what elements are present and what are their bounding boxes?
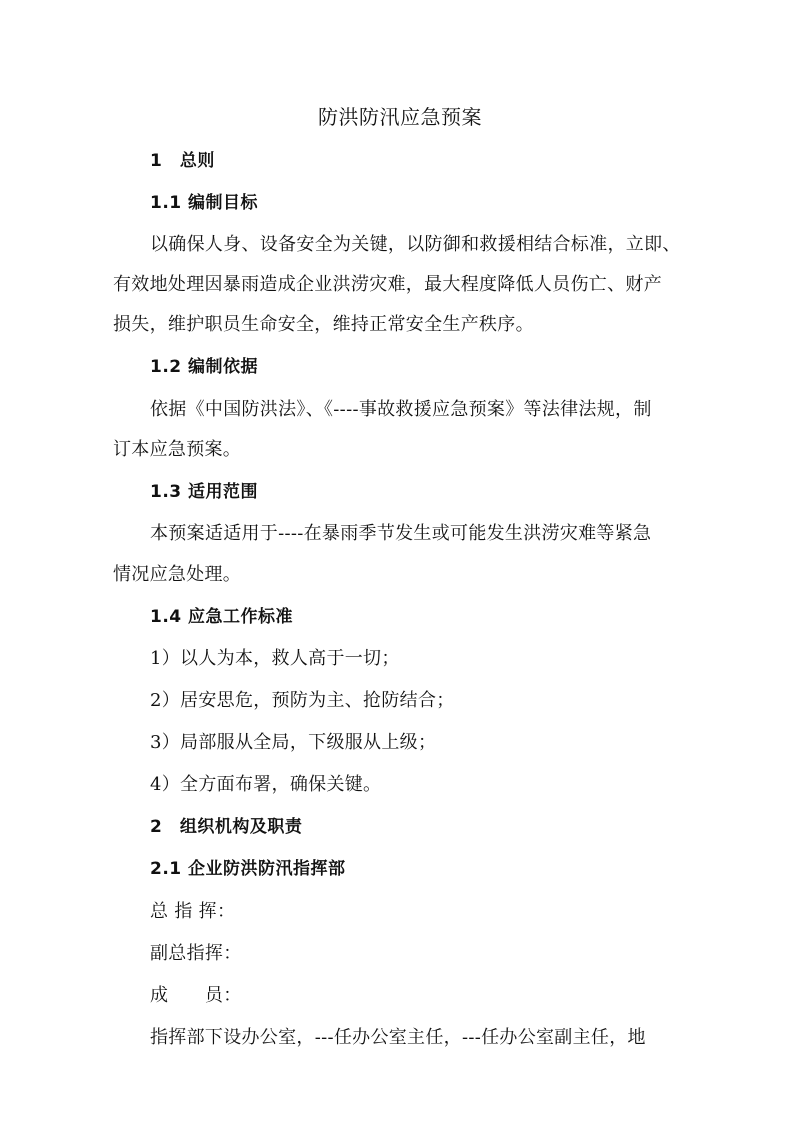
section-heading-2: 2 组织机构及职责 xyxy=(150,817,303,837)
paragraph-line: 本预案适适用于----在暴雨季节发生或可能发生洪涝灾难等紧急 xyxy=(150,523,652,544)
field-label-deputy-commander: 副总指挥： xyxy=(150,943,242,964)
list-item: 4）全方面布署，确保关键。 xyxy=(150,774,382,795)
document-title: 防洪防汛应急预案 xyxy=(318,105,482,129)
list-item: 3）局部服从全局，下级服从上级； xyxy=(150,732,437,753)
paragraph-line: 有效地处理因暴雨造成企业洪涝灾难，最大程度降低人员伤亡、财产 xyxy=(113,274,662,295)
paragraph-line: 情况应急处理。 xyxy=(113,564,242,585)
list-item: 2）居安思危，预防为主、抢防结合； xyxy=(150,690,455,711)
paragraph-line: 以确保人身、设备安全为关键，以防御和救援相结合标准，立即、 xyxy=(150,234,681,255)
paragraph-line: 指挥部下设办公室，---任办公室主任，---任办公室副主任，地 xyxy=(150,1027,646,1048)
paragraph-line: 订本应急预案。 xyxy=(113,439,242,460)
paragraph-line: 依据《中国防洪法》、《----事故救援应急预案》等法律法规，制 xyxy=(150,399,652,420)
field-label-members: 成 员： xyxy=(150,985,242,1006)
subsection-heading-1-1: 1.1 编制目标 xyxy=(150,193,259,213)
field-label-commander: 总 指 挥： xyxy=(150,901,236,922)
subsection-heading-1-4: 1.4 应急工作标准 xyxy=(150,607,294,627)
subsection-heading-1-2: 1.2 编制依据 xyxy=(150,357,259,377)
paragraph-line: 损失，维护职员生命安全，维持正常安全生产秩序。 xyxy=(113,314,534,335)
list-item: 1）以人为本，救人高于一切； xyxy=(150,648,400,669)
subsection-heading-2-1: 2.1 企业防洪防汛指挥部 xyxy=(150,859,346,879)
section-heading-1: 1 总则 xyxy=(150,151,215,171)
subsection-heading-1-3: 1.3 适用范围 xyxy=(150,482,259,502)
